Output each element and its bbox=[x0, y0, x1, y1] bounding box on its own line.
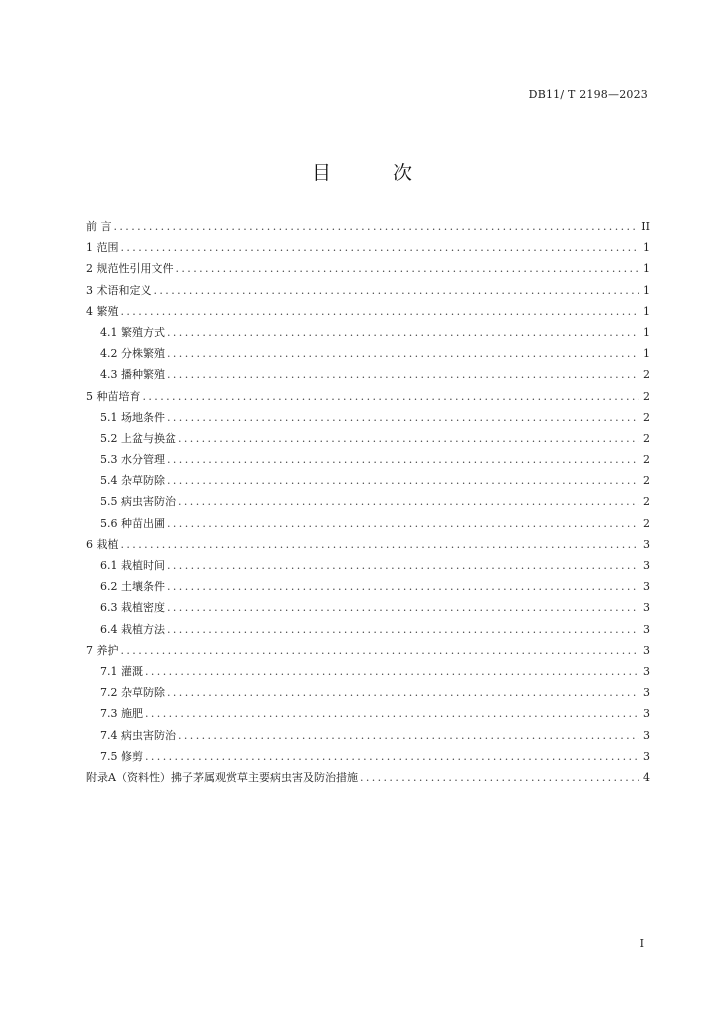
toc-entry[interactable] bbox=[86, 495, 650, 516]
toc-entry-label: 7.4 病虫害防治 bbox=[100, 728, 176, 742]
toc-entry-label: 5.3 水分管理 bbox=[100, 453, 165, 467]
toc-entry-label: 4.2 分株繁殖 bbox=[100, 347, 165, 361]
toc-entry-label: 5 种苗培育 bbox=[86, 389, 141, 403]
toc-entry-page: 3 bbox=[643, 601, 650, 615]
toc-entry[interactable] bbox=[86, 390, 650, 411]
toc-entry-label: 6.3 栽植密度 bbox=[100, 601, 165, 615]
toc-entry[interactable] bbox=[86, 623, 650, 644]
toc-entry[interactable] bbox=[86, 284, 650, 305]
toc-entry-page: II bbox=[641, 220, 650, 233]
toc-leader-dots bbox=[167, 580, 639, 594]
toc-entry-label: 7.2 杂草防除 bbox=[100, 686, 165, 700]
toc-entry-page: 2 bbox=[643, 453, 650, 467]
toc-entry-label: 6.4 栽植方法 bbox=[100, 622, 165, 636]
toc-entry-page: 3 bbox=[643, 749, 650, 763]
toc-entry[interactable] bbox=[86, 262, 650, 283]
toc-entry-label: 7.5 修剪 bbox=[100, 749, 143, 763]
toc-entry-label: 5.1 场地条件 bbox=[100, 410, 165, 424]
toc-leader-dots bbox=[167, 686, 639, 700]
toc-entry-label: 5.4 杂草防除 bbox=[100, 474, 165, 488]
toc-entry[interactable] bbox=[86, 559, 650, 580]
toc-entry-label: 7.3 施肥 bbox=[100, 707, 143, 721]
toc-leader-dots bbox=[167, 474, 639, 488]
toc-leader-dots bbox=[178, 432, 639, 446]
toc-entry-page: 3 bbox=[643, 707, 650, 721]
toc-entry-page: 2 bbox=[643, 516, 650, 530]
toc-entry-page: 2 bbox=[643, 474, 650, 488]
table-of-contents bbox=[86, 220, 650, 792]
toc-entry[interactable] bbox=[86, 411, 650, 432]
toc-leader-dots bbox=[178, 729, 639, 743]
toc-entry[interactable] bbox=[86, 707, 650, 728]
toc-leader-dots bbox=[167, 453, 639, 467]
toc-leader-dots bbox=[114, 220, 638, 234]
toc-entry[interactable] bbox=[86, 453, 650, 474]
toc-entry-page: 1 bbox=[643, 347, 650, 361]
toc-entry-label: 6 栽植 bbox=[86, 537, 119, 551]
toc-leader-dots bbox=[121, 538, 640, 552]
toc-entry-page: 3 bbox=[643, 664, 650, 678]
toc-leader-dots bbox=[167, 517, 639, 531]
toc-entry[interactable] bbox=[86, 220, 650, 241]
toc-entry-page: 4 bbox=[643, 770, 650, 784]
toc-entry[interactable] bbox=[86, 580, 650, 601]
toc-leader-dots bbox=[167, 347, 639, 361]
toc-leader-dots bbox=[145, 707, 639, 721]
toc-entry-page: 1 bbox=[643, 262, 650, 276]
toc-entry[interactable] bbox=[86, 368, 650, 389]
toc-entry-label: 6.2 土壤条件 bbox=[100, 580, 165, 594]
toc-entry-page: 2 bbox=[643, 410, 650, 424]
toc-leader-dots bbox=[121, 305, 640, 319]
toc-entry-label: 附录A（资料性）拂子茅属观赏草主要病虫害及防治措施 bbox=[86, 770, 358, 784]
toc-leader-dots bbox=[154, 284, 640, 298]
toc-entry[interactable] bbox=[86, 326, 650, 347]
toc-entry-page: 1 bbox=[643, 283, 650, 297]
toc-leader-dots bbox=[167, 368, 639, 382]
toc-leader-dots bbox=[167, 601, 639, 615]
toc-entry-label: 5.6 种苗出圃 bbox=[100, 516, 165, 530]
toc-entry[interactable] bbox=[86, 665, 650, 686]
toc-entry[interactable] bbox=[86, 432, 650, 453]
toc-entry[interactable] bbox=[86, 750, 650, 771]
toc-entry[interactable] bbox=[86, 686, 650, 707]
toc-entry-page: 1 bbox=[643, 325, 650, 339]
toc-entry-label: 4.1 繁殖方式 bbox=[100, 325, 165, 339]
toc-leader-dots bbox=[145, 665, 639, 679]
toc-entry-label: 5.5 病虫害防治 bbox=[100, 495, 176, 509]
toc-entry-label: 7.1 灌溉 bbox=[100, 664, 143, 678]
toc-entry-page: 2 bbox=[643, 431, 650, 445]
toc-leader-dots bbox=[167, 326, 639, 340]
toc-entry-label: 2 规范性引用文件 bbox=[86, 262, 174, 276]
toc-leader-dots bbox=[178, 495, 639, 509]
toc-entry[interactable] bbox=[86, 644, 650, 665]
toc-entry-page: 1 bbox=[643, 241, 650, 255]
toc-entry-page: 2 bbox=[643, 389, 650, 403]
toc-entry-label: 前 言 bbox=[86, 220, 112, 233]
page-title: 目 次 bbox=[311, 162, 441, 184]
toc-entry-label: 5.2 上盆与换盆 bbox=[100, 431, 176, 445]
toc-entry-label: 3 术语和定义 bbox=[86, 283, 152, 297]
page-number: I bbox=[639, 937, 644, 950]
toc-leader-dots bbox=[167, 623, 639, 637]
toc-entry-page: 3 bbox=[643, 686, 650, 700]
toc-entry-page: 3 bbox=[643, 580, 650, 594]
toc-entry-page: 2 bbox=[643, 368, 650, 382]
toc-entry[interactable] bbox=[86, 474, 650, 495]
toc-entry[interactable] bbox=[86, 517, 650, 538]
toc-leader-dots bbox=[167, 411, 639, 425]
toc-entry-page: 1 bbox=[643, 304, 650, 318]
toc-entry-label: 6.1 栽植时间 bbox=[100, 559, 165, 572]
toc-entry-page: 2 bbox=[643, 495, 650, 509]
toc-leader-dots bbox=[145, 750, 639, 764]
toc-entry[interactable] bbox=[86, 241, 650, 262]
toc-entry-page: 3 bbox=[643, 537, 650, 551]
toc-leader-dots bbox=[176, 262, 640, 276]
toc-entry-label: 1 范围 bbox=[86, 241, 119, 255]
toc-entry[interactable] bbox=[86, 601, 650, 622]
toc-entry[interactable] bbox=[86, 729, 650, 750]
toc-entry[interactable] bbox=[86, 538, 650, 559]
toc-entry-page: 3 bbox=[643, 559, 650, 572]
toc-entry-label: 7 养护 bbox=[86, 643, 119, 657]
toc-entry[interactable] bbox=[86, 347, 650, 368]
toc-leader-dots bbox=[167, 559, 639, 573]
toc-entry-page: 3 bbox=[643, 728, 650, 742]
toc-leader-dots bbox=[121, 644, 640, 658]
toc-entry-label: 4.3 播种繁殖 bbox=[100, 368, 165, 382]
toc-entry[interactable] bbox=[86, 771, 650, 792]
toc-entry[interactable] bbox=[86, 305, 650, 326]
toc-leader-dots bbox=[360, 771, 639, 785]
toc-leader-dots bbox=[121, 241, 640, 255]
toc-entry-label: 4 繁殖 bbox=[86, 304, 119, 318]
toc-leader-dots bbox=[143, 390, 640, 404]
toc-entry-page: 3 bbox=[643, 643, 650, 657]
toc-entry-page: 3 bbox=[643, 622, 650, 636]
standard-code: DB11/ T 2198—2023 bbox=[528, 88, 648, 101]
